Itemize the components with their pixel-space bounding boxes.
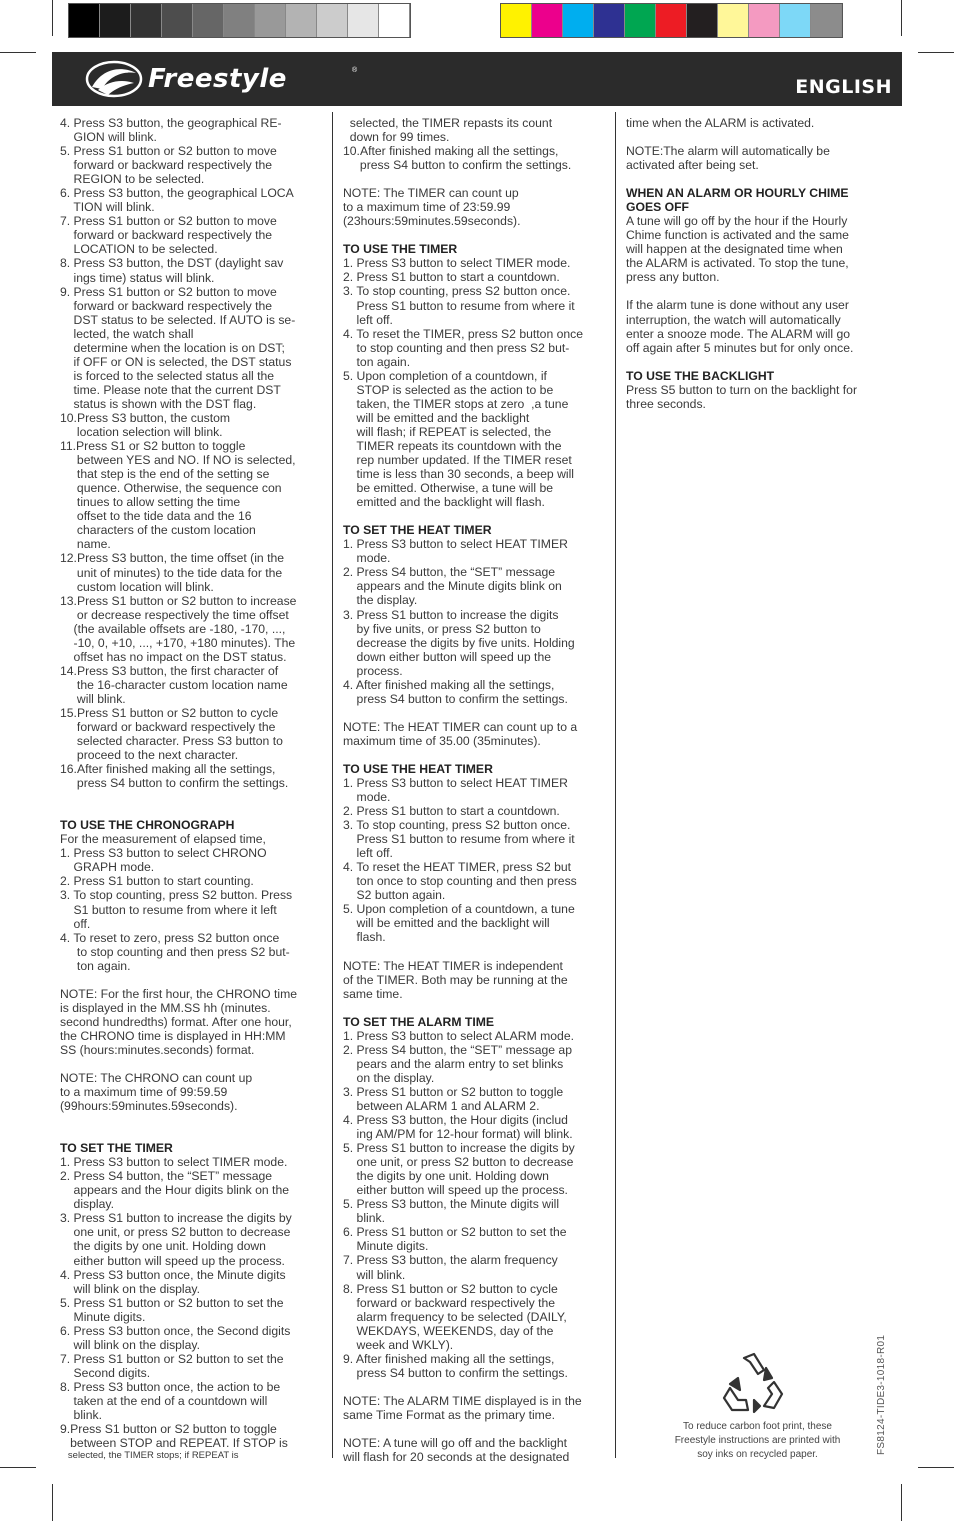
brand-name: Freestyle xyxy=(148,64,287,94)
text-line: 5. Press S1 button to increase the digits by xyxy=(343,1141,575,1156)
text-line: appears and the Minute digits blink on xyxy=(343,579,562,594)
text-line: Press S1 button to resume from where it xyxy=(343,832,575,847)
text-line: Press S1 button to resume from where it xyxy=(343,298,575,313)
text-line: (99hours:59minutes.59seconds). xyxy=(60,1099,238,1114)
text-line: selected, the TIMER stops; if REPEAT is xyxy=(60,1450,239,1462)
text-line: 5. Upon completion of a countdown, a tune xyxy=(343,902,575,917)
column-1 xyxy=(60,116,328,1461)
crop-mark xyxy=(901,0,902,36)
text-line: determine when the location is on DST; xyxy=(60,340,285,355)
text-line: the digits by one unit. Holding down xyxy=(60,1239,266,1254)
text-line: 3. To stop counting, press S2 button. Press xyxy=(60,888,293,903)
text-line: NOTE: The CHRONO can count up xyxy=(60,1071,253,1085)
text-line: same Time Format as the primary time. xyxy=(343,1407,555,1422)
text-line: forward or backward respectively the xyxy=(343,1295,556,1310)
text-line: Second digits. xyxy=(60,1365,151,1380)
text-line: time. Please note that the current DST xyxy=(60,382,281,397)
text-line: forward or backward respectively the xyxy=(60,228,273,243)
text-line: press S4 button to confirm the settings. xyxy=(343,158,572,173)
text-line: 8. Press S3 button, the DST (daylight sav xyxy=(60,256,284,271)
text-line: 1. Press S3 button to select HEAT TIMER xyxy=(343,775,568,790)
text-line: 3. To stop counting, press S2 button once. xyxy=(343,818,571,833)
text-line: mode. xyxy=(343,551,391,566)
color-swatch xyxy=(656,4,687,37)
text-line: REGION to be selected. xyxy=(60,172,205,187)
text-line: If the alarm tune is done without any user xyxy=(626,298,849,313)
text-line: 4. To reset the TIMER, press S2 button once xyxy=(343,326,584,341)
text-line: NOTE: The HEAT TIMER can count up to a xyxy=(343,719,578,734)
text-line: Minute digits. xyxy=(343,1239,429,1254)
document-code: FS8124-TIDE3-1018-R01 xyxy=(876,1334,887,1455)
text-line: NOTE:The alarm will automatically be xyxy=(626,144,830,159)
gray-swatch xyxy=(255,4,286,37)
text-line: 5. Press S1 button or S2 button to move xyxy=(60,144,277,159)
footer-line: soy inks on recycled paper. xyxy=(697,1449,818,1460)
text-line: NOTE: A tune will go off and the backlight xyxy=(343,1435,568,1450)
text-line: between STOP and REPEAT. If STOP is xyxy=(60,1436,288,1451)
text-line: blink. xyxy=(60,1408,102,1423)
text-line: 4. After finished making all the settings, xyxy=(343,677,555,692)
text-line: ton again. xyxy=(60,958,131,973)
text-line: will blink on the display. xyxy=(60,1281,200,1296)
text-line: 9. Press S1 button or S2 button to move xyxy=(60,284,277,299)
text-line: down for 99 times. xyxy=(343,130,450,145)
color-swatch xyxy=(780,4,811,37)
text-line: activated after being set. xyxy=(626,158,759,173)
text-line: ings time) status will blink. xyxy=(60,270,215,285)
text-line: 1. Press S3 button to select TIMER mode. xyxy=(60,1155,288,1170)
text-line: blink. xyxy=(343,1211,385,1226)
text-line: proceed to the next character. xyxy=(60,748,239,763)
text-line: left off. xyxy=(343,846,393,861)
text-line: selected, the TIMER repasts its count xyxy=(343,116,553,130)
text-line: the CHRONO time is displayed in HH:MM xyxy=(60,1028,286,1043)
text-line: forward or backward respectively the xyxy=(60,158,273,173)
section-heading-backlight: TO USE THE BACKLIGHT xyxy=(626,368,775,383)
text-line: taken, the TIMER stops at zero ,a tune xyxy=(343,396,569,411)
crop-mark xyxy=(901,1484,902,1521)
text-line: 3. Press S1 button to increase the digits xyxy=(343,607,559,622)
language-label: ENGLISH xyxy=(795,76,892,98)
text-line: emitted and the backlight will flash. xyxy=(343,495,545,510)
text-line: pears and the alarm entry to set blinks xyxy=(343,1056,564,1071)
text-line: process. xyxy=(343,663,403,678)
gray-swatch xyxy=(162,4,193,37)
text-line: ton once to stop counting and then press xyxy=(343,874,577,889)
text-line: 5. Press S1 button or S2 button to set the xyxy=(60,1295,284,1310)
text-line: 1. Press S3 button to select CHRONO xyxy=(60,846,267,861)
text-line: A tune will go off by the hour if the Hourly xyxy=(626,214,848,229)
text-line: display. xyxy=(60,1197,114,1212)
text-line: 11.Press S1 or S2 button to toggle xyxy=(60,439,246,454)
section-heading-set-alarm: TO SET THE ALARM TIME xyxy=(343,1014,494,1029)
text-line: will blink. xyxy=(60,691,126,706)
text-line: lected, the watch shall xyxy=(60,326,194,341)
text-line: the digits by one unit. Holding down xyxy=(343,1169,549,1184)
text-line: NOTE: For the first hour, the CHRONO time xyxy=(60,986,298,1001)
text-line: will blink on the display. xyxy=(60,1337,200,1352)
text-line: 5. Press S3 button, the Minute digits will xyxy=(343,1197,560,1212)
text-line: off again after 5 minutes but for only once. xyxy=(626,340,854,355)
text-line: press S4 button to confirm the settings. xyxy=(343,691,568,706)
text-line: one unit, or press S2 button to decrease xyxy=(60,1225,291,1240)
text-line: to a maximum time of 99:59.59 xyxy=(60,1085,228,1100)
text-line: 4. To reset to zero, press S2 button once xyxy=(60,930,280,945)
text-line: 7. Press S1 button or S2 button to move xyxy=(60,214,277,229)
column-divider xyxy=(332,112,333,1458)
text-line: between YES and NO. If NO is selected, xyxy=(60,453,296,468)
text-line: be emitted. Otherwise, a tune will be xyxy=(343,481,553,496)
text-line: NOTE: The TIMER can count up xyxy=(343,186,519,201)
gray-swatch xyxy=(131,4,162,37)
text-line: appears and the Hour digits blink on the xyxy=(60,1183,289,1198)
text-line: TION will blink. xyxy=(60,200,155,215)
text-line: STOP is selected as the action to be xyxy=(343,382,554,397)
crop-mark xyxy=(52,0,53,36)
gray-swatch xyxy=(69,4,100,37)
text-line: SS (hours:minutes.seconds) format. xyxy=(60,1042,255,1057)
text-line: 8. Press S3 button once, the action to be xyxy=(60,1379,281,1394)
text-line: (the available offsets are -180, -170, ..., xyxy=(60,621,286,636)
text-line: off. xyxy=(60,916,91,931)
text-line: NOTE: The ALARM TIME displayed is in the xyxy=(343,1393,582,1408)
text-line: will flash for 20 seconds at the designated xyxy=(343,1450,570,1465)
text-line: press S4 button to confirm the settings. xyxy=(60,776,289,791)
text-line: will happen at the designated time when xyxy=(626,242,843,257)
text-line: ton again. xyxy=(343,354,411,369)
text-line: enter a snooze mode. The ALARM will go xyxy=(626,326,851,341)
section-heading-set-timer: TO SET THE TIMER xyxy=(60,1141,173,1156)
text-line: either button will speed up the process. xyxy=(60,1253,285,1268)
text-line: second hundredths) format. After one hour, xyxy=(60,1014,292,1029)
color-swatch-bar xyxy=(500,3,843,38)
text-line: 3. Press S1 button or S2 button to toggle xyxy=(343,1084,564,1099)
registered-mark: ® xyxy=(352,67,358,74)
text-line: 6. Press S1 button or S2 button to set the xyxy=(343,1225,567,1240)
color-swatch xyxy=(532,4,563,37)
text-line: 4. Press S3 button once, the Minute digits xyxy=(60,1267,286,1282)
text-line: time is less than 30 seconds, a beep will xyxy=(343,467,575,482)
text-line: is forced to the selected status all the xyxy=(60,368,275,383)
text-line: the display. xyxy=(343,593,418,608)
text-line: will be emitted and the backlight will xyxy=(343,916,550,931)
text-line: or decrease respectively the time offset xyxy=(60,607,289,622)
color-swatch xyxy=(563,4,594,37)
text-line: offset to the tide data and the 16 xyxy=(60,509,252,524)
section-heading-alarm-goes-off: WHEN AN ALARM OR HOURLY CHIME xyxy=(626,186,849,201)
text-line: flash. xyxy=(343,930,386,945)
text-line: ing AM/PM for 12-hour format) will blink. xyxy=(343,1127,573,1142)
text-line: 9. After finished making all the settings, xyxy=(343,1351,555,1366)
color-swatch xyxy=(594,4,625,37)
footer-line: Freestyle instructions are printed with xyxy=(674,1435,841,1446)
text-line: interruption, the watch will automatically xyxy=(626,312,841,327)
gray-swatch-bar xyxy=(68,3,411,38)
gray-swatch xyxy=(317,4,348,37)
text-line: 2. Press S1 button to start a countdown. xyxy=(343,270,560,285)
text-line: taken at the end of a countdown will xyxy=(60,1393,268,1408)
gray-swatch xyxy=(379,4,410,37)
text-line: press S4 button to confirm the settings. xyxy=(343,1365,568,1380)
text-line: WEKDAYS, WEEKENDS, day of the xyxy=(343,1323,554,1338)
text-line: on the display. xyxy=(343,1070,435,1085)
crop-mark xyxy=(918,52,954,53)
text-line: the ALARM is activated. To stop the tune, xyxy=(626,256,849,271)
color-swatch xyxy=(749,4,780,37)
gray-swatch xyxy=(286,4,317,37)
text-line: Press S5 button to turn on the backlight for xyxy=(626,382,858,397)
text-line: custom location will blink. xyxy=(60,579,214,594)
text-line: selected character. Press S3 button to xyxy=(60,734,283,749)
text-line: 2. Press S1 button to start counting. xyxy=(60,874,254,889)
gray-swatch xyxy=(193,4,224,37)
text-line: unit of minutes) to the tide data for the xyxy=(60,565,283,580)
text-line: 15.Press S1 button or S2 button to cycle xyxy=(60,705,279,720)
text-line: 6. Press S3 button, the geographical LOCA xyxy=(60,186,294,201)
text-line: NOTE: The HEAT TIMER is independent xyxy=(343,958,563,973)
text-line: tinues to allow setting the time xyxy=(60,495,241,510)
page-header xyxy=(52,52,902,106)
text-line: 14.Press S3 button, the first character of xyxy=(60,663,279,678)
color-swatch xyxy=(811,4,842,37)
text-line: quence. Otherwise, the sequence con xyxy=(60,481,282,496)
text-line: -10, 0, +10, ..., +170, +180 minutes). The xyxy=(60,635,296,650)
text-line: between ALARM 1 and ALARM 2. xyxy=(343,1098,540,1113)
footer-line: To reduce carbon foot print, these xyxy=(683,1421,832,1432)
text-line: (23hours:59minutes.59seconds). xyxy=(343,214,521,229)
text-line: 16.After finished making all the settings, xyxy=(60,762,276,777)
text-line: if OFF or ON is selected, the DST status xyxy=(60,354,292,369)
text-line: 12.Press S3 button, the time offset (in the xyxy=(60,551,285,566)
text-line: one unit, or press S2 button to decrease xyxy=(343,1155,574,1170)
settings-steps xyxy=(60,116,328,790)
text-line: three seconds. xyxy=(626,396,706,411)
text-line: decrease the digits by five units. Holding xyxy=(343,635,575,650)
text-line: mode. xyxy=(343,790,391,805)
text-line: is displayed in the MM.SS hh (minutes. xyxy=(60,1000,271,1015)
section-heading-chronograph: TO USE THE CHRONOGRAPH xyxy=(60,818,235,833)
text-line: either button will speed up the process. xyxy=(343,1183,568,1198)
text-line: rep number updated. If the TIMER reset xyxy=(343,453,572,468)
color-swatch xyxy=(718,4,749,37)
text-line: 7. Press S3 button, the alarm frequency xyxy=(343,1253,558,1268)
color-swatch xyxy=(687,4,718,37)
text-line: left off. xyxy=(343,312,393,327)
freestyle-wave-logo-icon xyxy=(84,59,144,99)
text-line: 4. To reset the HEAT TIMER, press S2 but xyxy=(343,860,572,875)
text-line: 10.Press S3 button, the custom xyxy=(60,410,231,425)
text-line: 7. Press S1 button or S2 button to set the xyxy=(60,1351,284,1366)
gray-swatch xyxy=(224,4,255,37)
crop-mark xyxy=(52,1484,53,1521)
text-line: that step is the end of the setting se xyxy=(60,467,270,482)
section-heading-use-timer: TO USE THE TIMER xyxy=(343,242,458,257)
text-line: 2. Press S4 button, the “SET” message ap xyxy=(343,1042,572,1057)
text-line: to stop counting and then press S2 but- xyxy=(343,340,570,355)
text-line: 3. To stop counting, press S2 button once. xyxy=(343,284,571,299)
text-line: TIMER repeats its countdown with the xyxy=(343,438,562,453)
text-line: 6. Press S3 button once, the Second digits xyxy=(60,1323,291,1338)
text-line: 2. Press S4 button, the “SET” message xyxy=(60,1169,273,1184)
text-line: 1. Press S3 button to select TIMER mode. xyxy=(343,256,571,271)
section-heading-use-heat-timer: TO USE THE HEAT TIMER xyxy=(343,761,493,776)
text-line: LOCATION to be selected. xyxy=(60,242,218,257)
text-line: 1. Press S3 button to select ALARM mode. xyxy=(343,1028,575,1043)
text-line: characters of the custom location xyxy=(60,523,256,538)
column-2 xyxy=(343,116,609,1464)
text-line: name. xyxy=(60,537,111,552)
gray-swatch xyxy=(100,4,131,37)
text-line: to stop counting and then press S2 but- xyxy=(60,944,290,959)
text-line: Minute digits. xyxy=(60,1309,146,1324)
text-line: 4. Press S3 button, the Hour digits (includ xyxy=(343,1113,568,1127)
text-line: alarm frequency to be selected (DAILY, xyxy=(343,1309,567,1324)
text-line: press any button. xyxy=(626,270,720,285)
text-line: offset has no impact on the DST status. xyxy=(60,649,287,664)
column-3 xyxy=(626,116,894,411)
text-line: 10.After finished making all the settings, xyxy=(343,144,559,159)
text-line: the 16-character custom location name xyxy=(60,677,288,692)
text-line: DST status to be selected. If AUTO is se- xyxy=(60,312,296,327)
section-heading-alarm-goes-off: GOES OFF xyxy=(626,200,689,215)
text-line: GRAPH mode. xyxy=(60,860,155,875)
text-line: 4. Press S3 button, the geographical RE- xyxy=(60,116,282,130)
column-divider xyxy=(615,112,616,1458)
crop-mark xyxy=(918,1467,954,1468)
text-line: week and WKLY). xyxy=(343,1337,454,1352)
text-line: status is shown with the DST flag. xyxy=(60,396,257,411)
text-line: S1 button to resume from where it left xyxy=(60,902,277,917)
crop-mark xyxy=(0,52,36,53)
footer-note xyxy=(655,1420,860,1462)
text-line: down either button will speed up the xyxy=(343,649,551,664)
text-line: same time. xyxy=(343,986,403,1001)
text-line: 13.Press S1 button or S2 button to increase xyxy=(60,593,297,608)
text-line: will be emitted and the backlight xyxy=(343,410,530,425)
text-line: 8. Press S1 button or S2 button to cycle xyxy=(343,1281,558,1296)
section-heading-set-heat-timer: TO SET THE HEAT TIMER xyxy=(343,523,492,538)
text-line: maximum time of 35.00 (35minutes). xyxy=(343,733,541,748)
text-line: forward or backward respectively the xyxy=(60,720,276,735)
text-line: Chime function is activated and the same xyxy=(626,228,849,243)
text-line: will flash; if REPEAT is selected, the xyxy=(343,424,552,439)
crop-mark xyxy=(0,1467,36,1468)
text-line: 9.Press S1 button or S2 button to toggle xyxy=(60,1422,277,1437)
text-line: 2. Press S4 button, the “SET” message xyxy=(343,565,556,580)
text-line: S2 button again. xyxy=(343,888,446,903)
text-line: will blink. xyxy=(343,1267,406,1282)
color-swatch xyxy=(501,4,532,37)
text-line: 5. Upon completion of a countdown, if xyxy=(343,368,547,383)
recycle-icon xyxy=(720,1350,788,1416)
color-swatch xyxy=(625,4,656,37)
text-line: GION will blink. xyxy=(60,130,157,145)
text-line: 2. Press S1 button to start a countdown. xyxy=(343,804,560,819)
text-line: by five units, or press S2 button to xyxy=(343,621,541,636)
text-line: location selection will blink. xyxy=(60,425,223,440)
text-line: For the measurement of elapsed time, xyxy=(60,832,266,847)
text-line: 1. Press S3 button to select HEAT TIMER xyxy=(343,537,568,552)
text-line: time when the ALARM is activated. xyxy=(626,116,815,130)
text-line: 3. Press S1 button to increase the digits by xyxy=(60,1211,292,1226)
text-line: of the TIMER. Both may be running at the xyxy=(343,972,568,987)
text-line: forward or backward respectively the xyxy=(60,298,273,313)
gray-swatch xyxy=(348,4,379,37)
text-line: to a maximum time of 23:59.99 xyxy=(343,200,511,215)
